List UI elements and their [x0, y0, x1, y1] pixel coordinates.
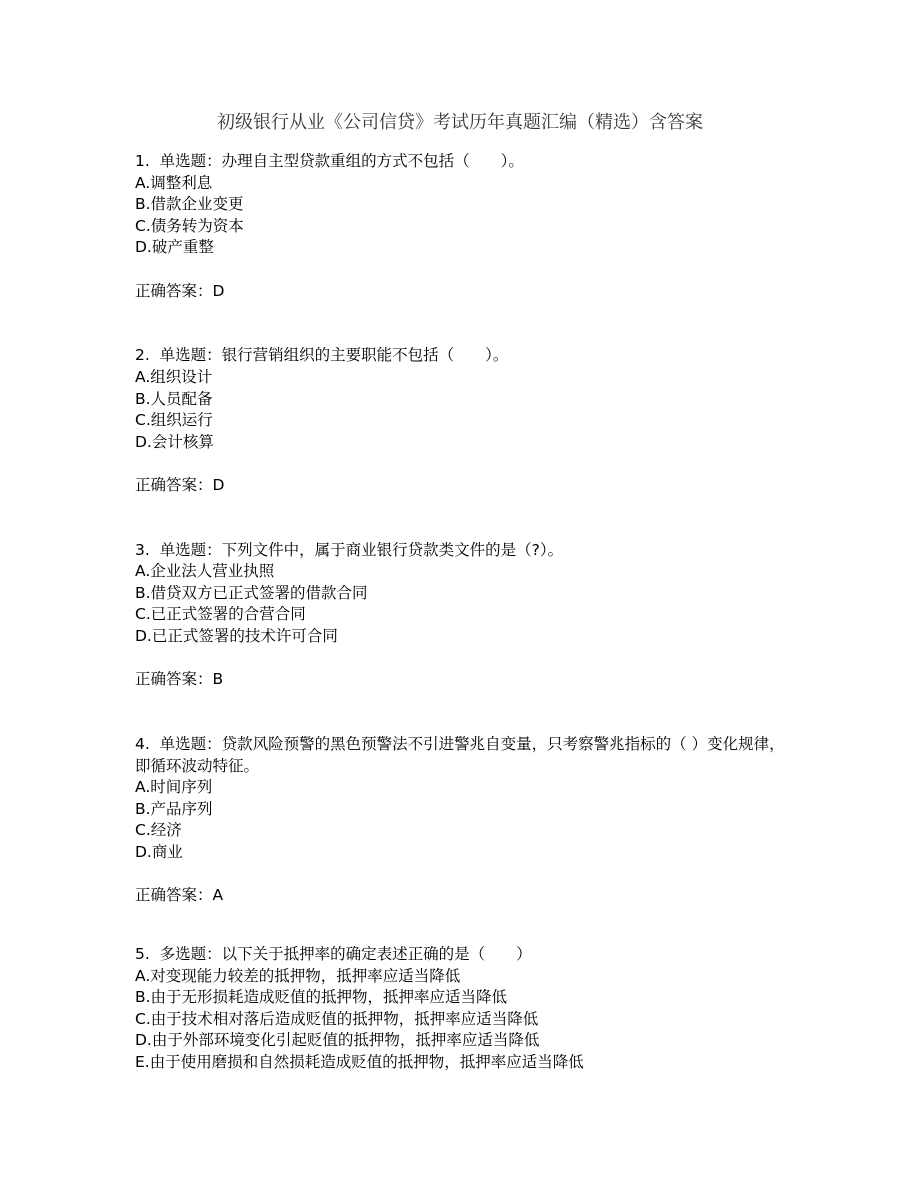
option: B.由于无形损耗造成贬值的抵押物，抵押率应适当降低 [135, 988, 508, 1007]
option: C.债务转为资本 [135, 216, 244, 235]
option: D.商业 [135, 843, 183, 861]
option: C.由于技术相对落后造成贬值的抵押物，抵押率应适当降低 [135, 1009, 539, 1028]
question-2 [135, 345, 795, 496]
option: B.人员配备 [135, 389, 213, 408]
option: C.经济 [135, 821, 182, 840]
correct-answer: 正确答案：B [135, 670, 224, 689]
question-stem: 4. 单选题：贷款风险预警的黑色预警法不引进警兆自变量，只考察警兆指标的（ ）变化规律，即循环波动特征。 [135, 735, 785, 775]
option: A.企业法人营业执照 [135, 562, 275, 581]
option: B.产品序列 [135, 799, 213, 818]
question-5 [135, 944, 795, 1074]
option: A.对变现能力较差的抵押物，抵押率应适当降低 [135, 966, 461, 985]
correct-answer: 正确答案：D [135, 475, 225, 494]
option: B.借款企业变更 [135, 195, 244, 214]
question-4 [135, 734, 795, 907]
option: A.组织设计 [135, 367, 213, 386]
question-list [135, 151, 795, 1117]
question-1 [135, 151, 795, 302]
option: A.调整利息 [135, 173, 213, 192]
option: C.已正式签署的合营合同 [135, 605, 306, 624]
document-title: 初级银行从业《公司信贷》考试历年真题汇编（精选）含答案 [217, 112, 703, 133]
option: D.会计核算 [135, 432, 214, 451]
option: B.借贷双方已正式签署的借款合同 [135, 583, 368, 602]
option: D.破产重整 [135, 238, 214, 257]
question-stem: 2. 单选题：银行营销组织的主要职能不包括（ ）。 [135, 346, 509, 365]
question-stem: 3. 单选题：下列文件中，属于商业银行贷款类文件的是（?）。 [135, 540, 564, 559]
option: E.由于使用磨损和自然损耗造成贬值的抵押物，抵押率应适当降低 [135, 1052, 584, 1071]
option: D.由于外部环境变化引起贬值的抵押物，抵押率应适当降低 [135, 1031, 540, 1050]
correct-answer: 正确答案：D [135, 281, 225, 300]
question-stem: 1. 单选题：办理自主型贷款重组的方式不包括（ ）。 [135, 152, 524, 170]
correct-answer: 正确答案：A [135, 886, 224, 905]
option: D.已正式签署的技术许可合同 [135, 627, 338, 646]
option: A.时间序列 [135, 778, 213, 797]
option: C.组织运行 [135, 411, 213, 430]
question-stem: 5. 多选题：以下关于抵押率的确定表述正确的是（ ） [135, 944, 532, 963]
question-3 [135, 540, 795, 691]
